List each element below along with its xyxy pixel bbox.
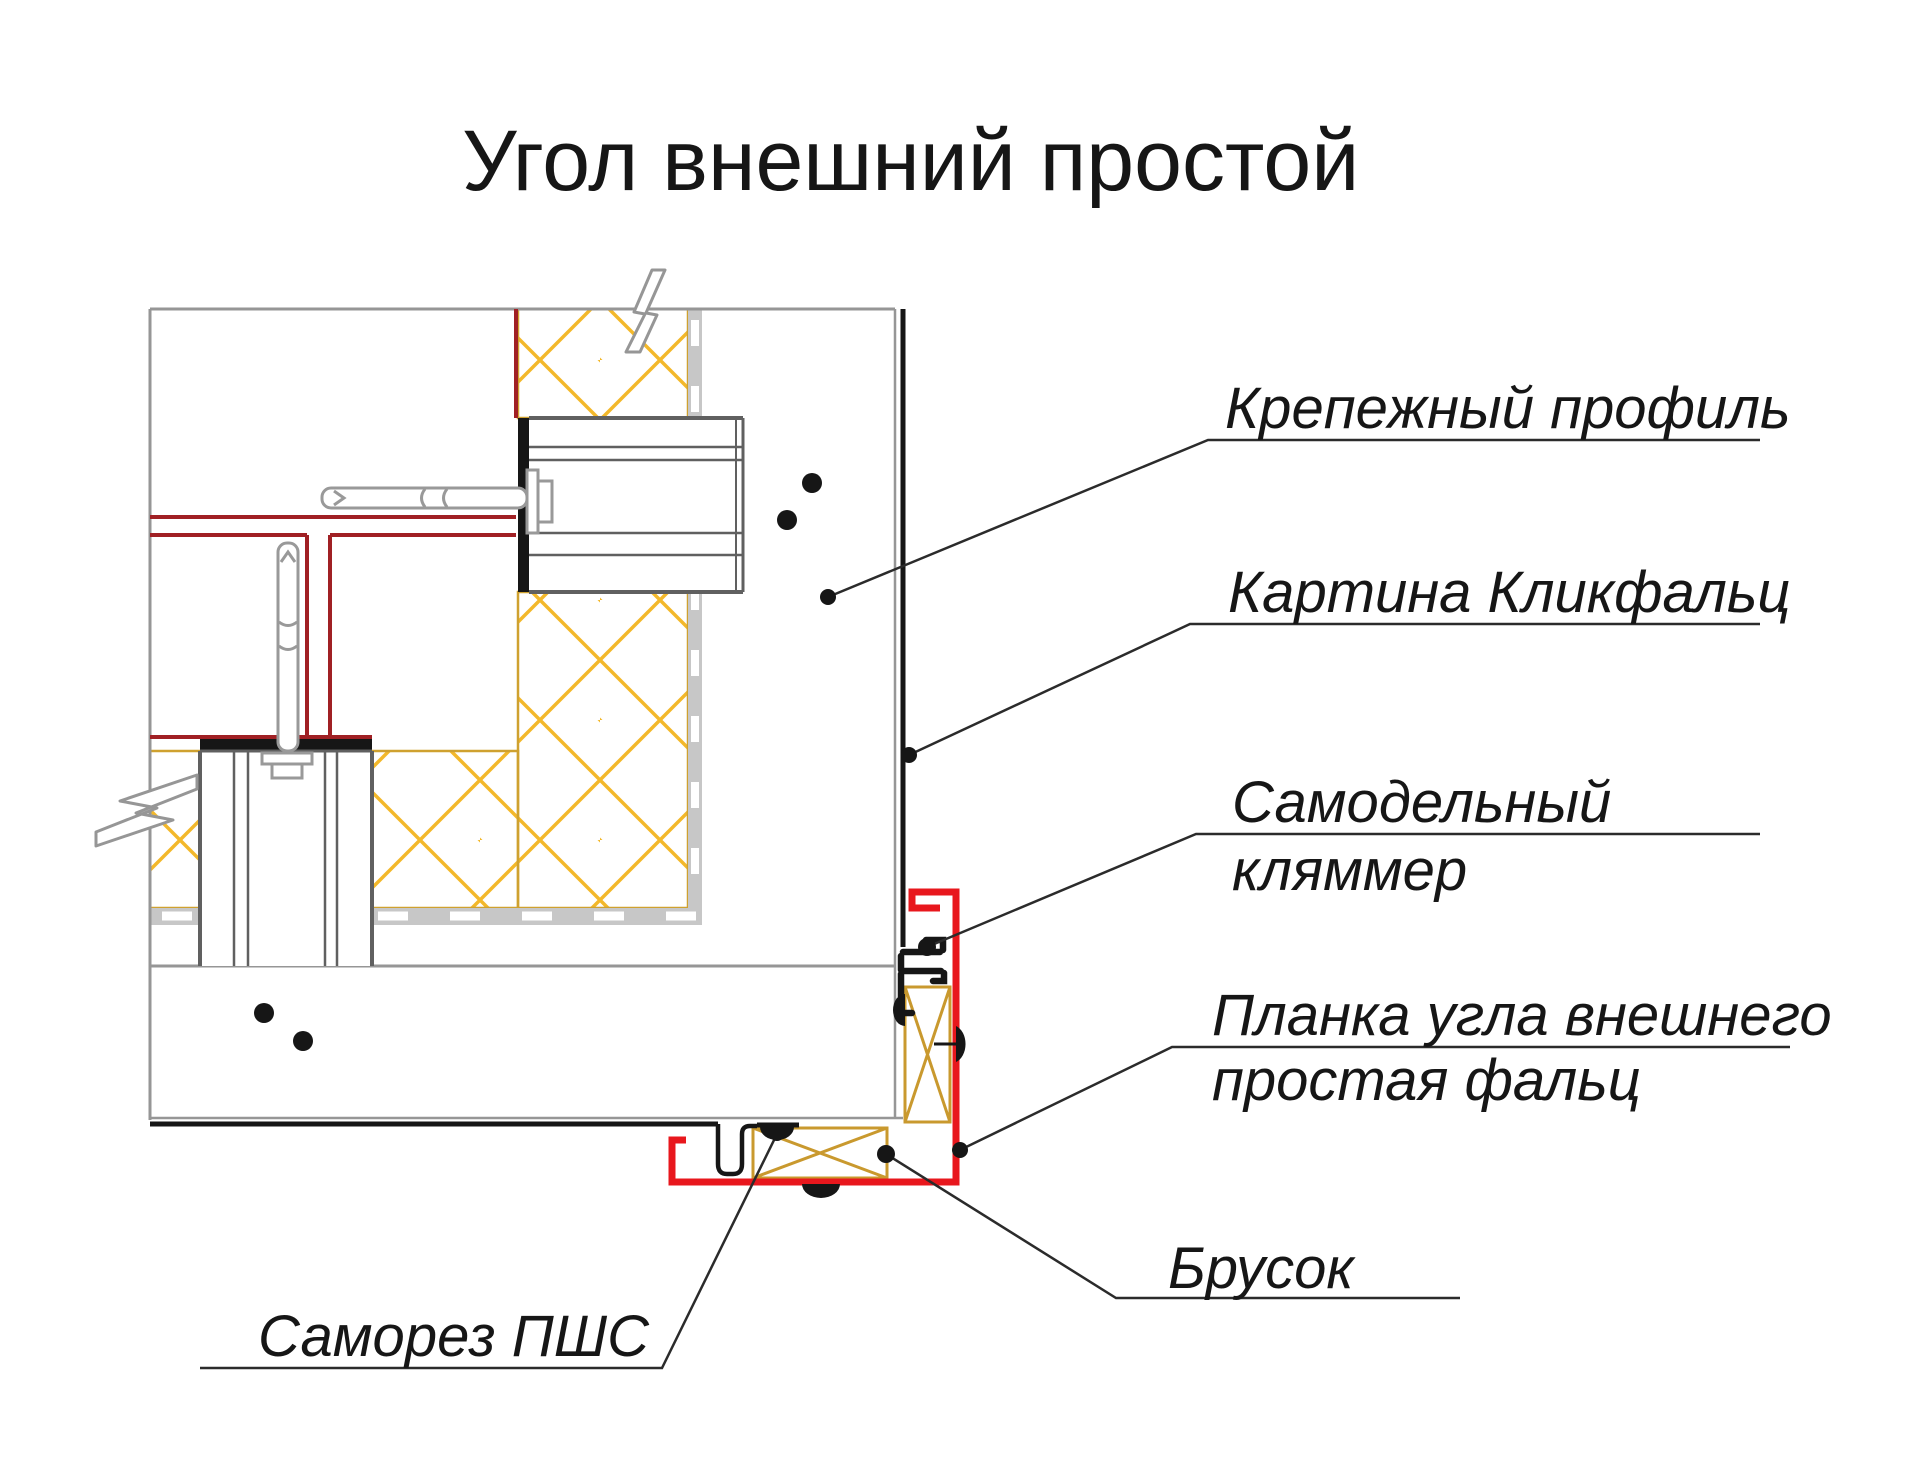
leader-dot xyxy=(769,1125,785,1141)
fastener-dot xyxy=(777,510,797,530)
fastener-dot xyxy=(802,473,822,493)
diagram-title: Угол внешний простой xyxy=(462,113,1360,209)
insulation-band-right xyxy=(372,751,518,908)
fastening-profile-bottom xyxy=(200,739,372,966)
profile-body-bottom xyxy=(200,751,372,966)
interior-finish-lines xyxy=(150,309,516,737)
leader-dot xyxy=(952,1142,968,1158)
label-clamp-line2: кляммер xyxy=(1232,838,1468,903)
profile-body-top xyxy=(529,418,743,592)
label-wood-block: Брусок xyxy=(1168,1236,1354,1301)
screw-into-vertical-block xyxy=(956,1026,966,1062)
label-clamp-line1: Самодельный xyxy=(1232,770,1612,835)
label-screw: Саморез ПШС xyxy=(258,1304,650,1369)
anchor-bolt-vertical xyxy=(278,543,298,751)
standing-seam-fold xyxy=(718,1124,757,1174)
anchor-washer xyxy=(538,481,552,522)
anchor-bolt-horizontal xyxy=(322,488,527,508)
insulation-right-column xyxy=(518,592,688,908)
screw-bottom-flashing xyxy=(802,1184,840,1198)
label-klickfalz-panel: Картина Кликфальц xyxy=(1228,560,1791,625)
anchor-washer-b xyxy=(272,764,302,778)
finish-drop-lines xyxy=(307,535,330,737)
fastener-dot xyxy=(293,1031,313,1051)
label-fastening-profile: Крепежный профиль xyxy=(1225,376,1791,441)
leader-dot xyxy=(918,938,936,956)
wood-blocks xyxy=(753,987,950,1178)
anchor-plate xyxy=(527,470,538,533)
insulation-top-column xyxy=(518,309,688,418)
leader-dot xyxy=(877,1145,895,1163)
fastening-profile-top xyxy=(518,418,743,592)
leader-klickfalz xyxy=(909,624,1760,755)
insulation-band-left xyxy=(150,751,200,908)
leader-dot xyxy=(901,747,917,763)
fastener-dot xyxy=(254,1003,274,1023)
anchor-plate-b xyxy=(262,753,312,764)
label-corner-strip-line2: простая фальц xyxy=(1212,1048,1641,1113)
leader-dot xyxy=(820,589,836,605)
label-corner-strip-line1: Планка угла внешнего xyxy=(1212,983,1832,1048)
